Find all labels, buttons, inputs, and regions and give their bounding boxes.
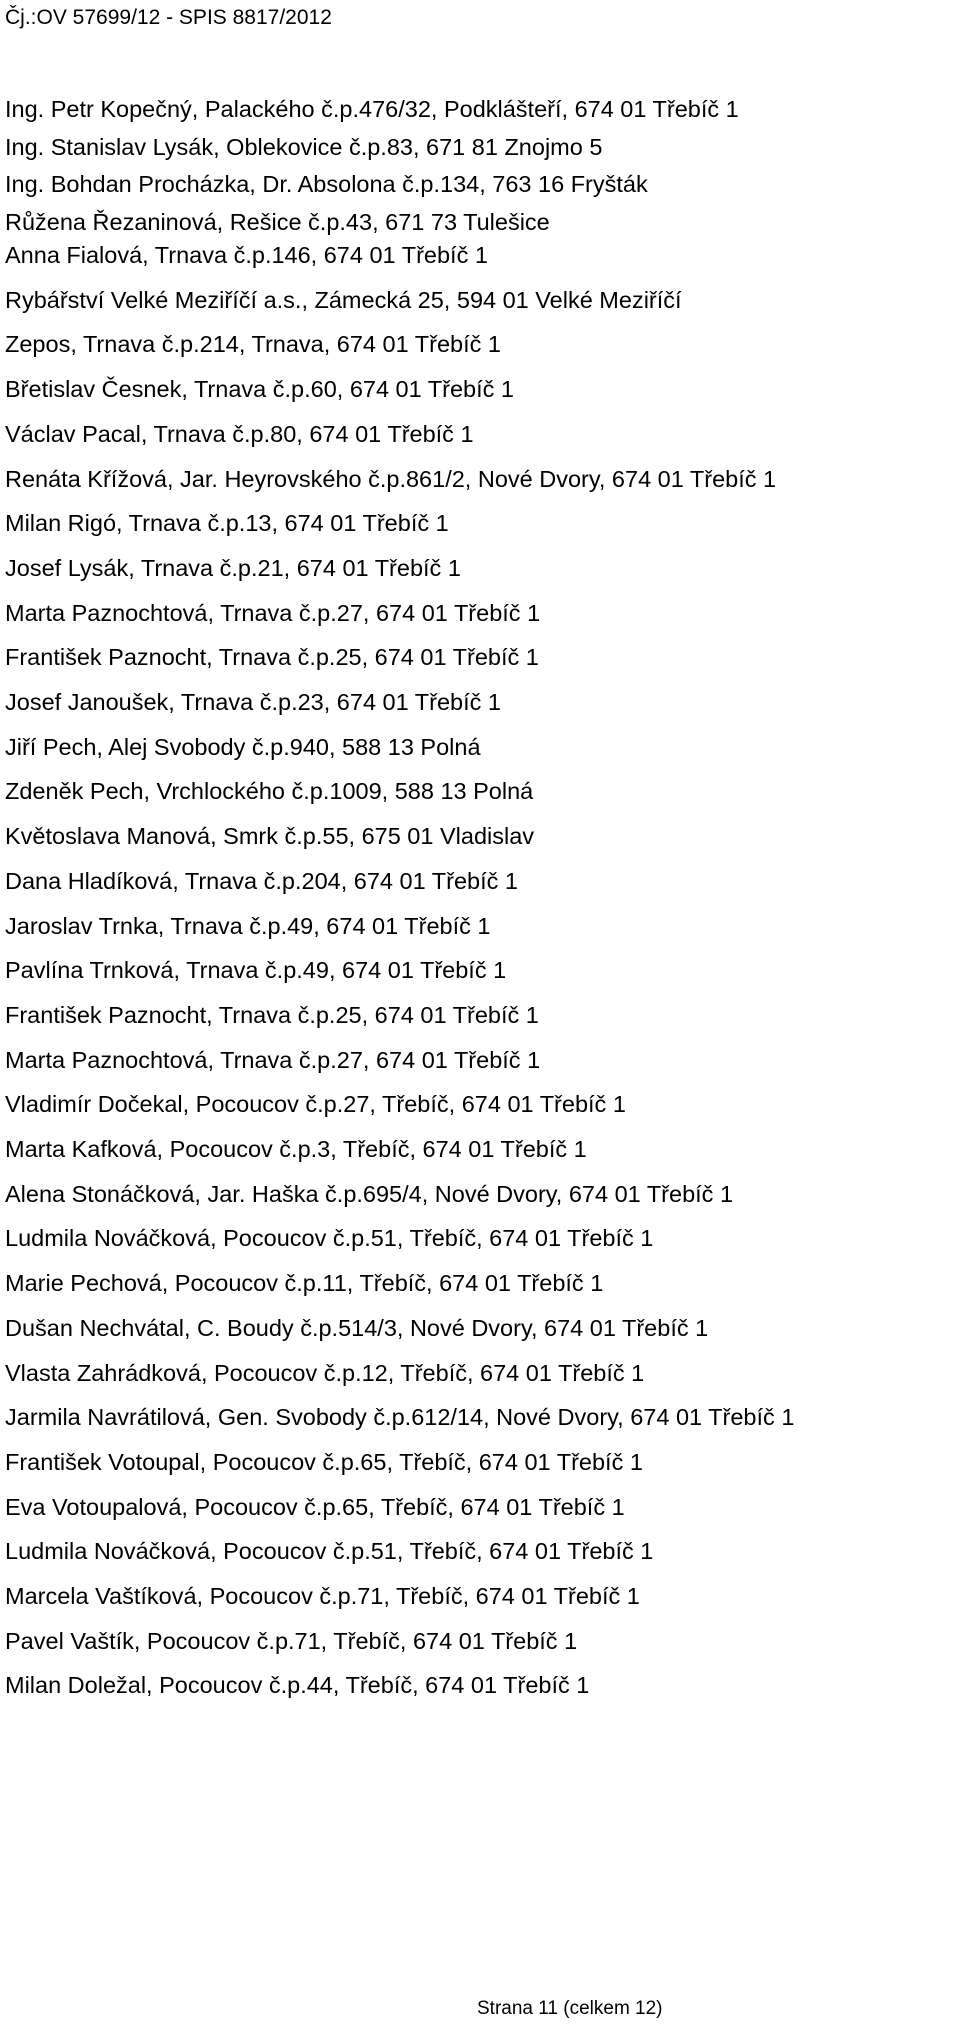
document-reference: Čj.:OV 57699/12 - SPIS 8817/2012 bbox=[5, 6, 332, 29]
list-item: Václav Pacal, Trnava č.p.80, 674 01 Třebíč 1 bbox=[5, 420, 474, 447]
list-item: Zepos, Trnava č.p.214, Trnava, 674 01 Třebíč 1 bbox=[5, 331, 501, 358]
list-item: Josef Lysák, Trnava č.p.21, 674 01 Třebíč 1 bbox=[5, 554, 461, 581]
list-item: František Paznocht, Trnava č.p.25, 674 01 Třebíč 1 bbox=[5, 644, 539, 671]
list-item: Ing. Stanislav Lysák, Oblekovice č.p.83, 671 81 Znojmo 5 bbox=[5, 133, 603, 160]
page-number: Strana 11 (celkem 12) bbox=[477, 1998, 663, 2019]
list-item: Vlasta Zahrádková, Pocoucov č.p.12, Třebíč, 674 01 Třebíč 1 bbox=[5, 1359, 645, 1386]
list-item: Milan Rigó, Trnava č.p.13, 674 01 Třebíč 1 bbox=[5, 510, 449, 537]
list-item: Dušan Nechvátal, C. Boudy č.p.514/3, Nové Dvory, 674 01 Třebíč 1 bbox=[5, 1314, 709, 1341]
list-item: Pavlína Trnková, Trnava č.p.49, 674 01 Třebíč 1 bbox=[5, 957, 507, 984]
list-item: Marta Kafková, Pocoucov č.p.3, Třebíč, 674 01 Třebíč 1 bbox=[5, 1136, 587, 1162]
list-item: Jaroslav Trnka, Trnava č.p.49, 674 01 Třebíč 1 bbox=[5, 912, 491, 939]
list-item: Alena Stonáčková, Jar. Haška č.p.695/4, Nové Dvory, 674 01 Třebíč 1 bbox=[5, 1180, 734, 1207]
list-item: František Votoupal, Pocoucov č.p.65, Třebíč, 674 01 Třebíč 1 bbox=[5, 1448, 643, 1475]
list-item: Břetislav Česnek, Trnava č.p.60, 674 01 Třebíč 1 bbox=[5, 376, 515, 403]
list-item: Marie Pechová, Pocoucov č.p.11, Třebíč, 674 01 Třebíč 1 bbox=[5, 1270, 604, 1297]
list-item: Ludmila Nováčková, Pocoucov č.p.51, Třebíč, 674 01 Třebíč 1 bbox=[5, 1538, 654, 1565]
list-item: Jiří Pech, Alej Svobody č.p.940, 588 13 Polná bbox=[5, 733, 481, 760]
list-item: Milan Doležal, Pocoucov č.p.44, Třebíč, 674 01 Třebíč 1 bbox=[5, 1672, 590, 1699]
list-item: Marta Paznochtová, Trnava č.p.27, 674 01 Třebíč 1 bbox=[5, 1046, 541, 1073]
list-item: Rybářství Velké Meziříčí a.s., Zámecká 25, 594 01 Velké Meziříčí bbox=[5, 286, 682, 313]
list-item: Anna Fialová, Trnava č.p.146, 674 01 Třebíč 1 bbox=[5, 242, 488, 268]
list-item: Ing. Bohdan Procházka, Dr. Absolona č.p.134, 763 16 Fryšták bbox=[5, 171, 648, 197]
list-item: Růžena Řezaninová, Rešice č.p.43, 671 73 Tulešice bbox=[5, 208, 550, 235]
list-item: Marcela Vaštíková, Pocoucov č.p.71, Třebíč, 674 01 Třebíč 1 bbox=[5, 1583, 640, 1609]
list-item: Eva Votoupalová, Pocoucov č.p.65, Třebíč, 674 01 Třebíč 1 bbox=[5, 1493, 625, 1520]
list-item: Zdeněk Pech, Vrchlockého č.p.1009, 588 13 Polná bbox=[5, 778, 534, 805]
list-item: Květoslava Manová, Smrk č.p.55, 675 01 Vladislav bbox=[5, 823, 535, 850]
list-item: Jarmila Navrátilová, Gen. Svobody č.p.612/14, Nové Dvory, 674 01 Třebíč 1 bbox=[5, 1404, 795, 1431]
list-item: Ing. Petr Kopečný, Palackého č.p.476/32, Podklášteří, 674 01 Třebíč 1 bbox=[5, 96, 739, 122]
list-item: Pavel Vaštík, Pocoucov č.p.71, Třebíč, 674 01 Třebíč 1 bbox=[5, 1627, 578, 1654]
list-item: František Paznocht, Trnava č.p.25, 674 01 Třebíč 1 bbox=[5, 1001, 539, 1028]
list-item: Vladimír Dočekal, Pocoucov č.p.27, Třebíč, 674 01 Třebíč 1 bbox=[5, 1091, 626, 1118]
list-item: Ludmila Nováčková, Pocoucov č.p.51, Třebíč, 674 01 Třebíč 1 bbox=[5, 1225, 654, 1252]
list-item: Josef Janoušek, Trnava č.p.23, 674 01 Třebíč 1 bbox=[5, 689, 501, 715]
list-item: Renáta Křížová, Jar. Heyrovského č.p.861/2, Nové Dvory, 674 01 Třebíč 1 bbox=[5, 465, 777, 492]
list-item: Dana Hladíková, Trnava č.p.204, 674 01 Třebíč 1 bbox=[5, 867, 518, 894]
list-item: Marta Paznochtová, Trnava č.p.27, 674 01 Třebíč 1 bbox=[5, 599, 541, 626]
